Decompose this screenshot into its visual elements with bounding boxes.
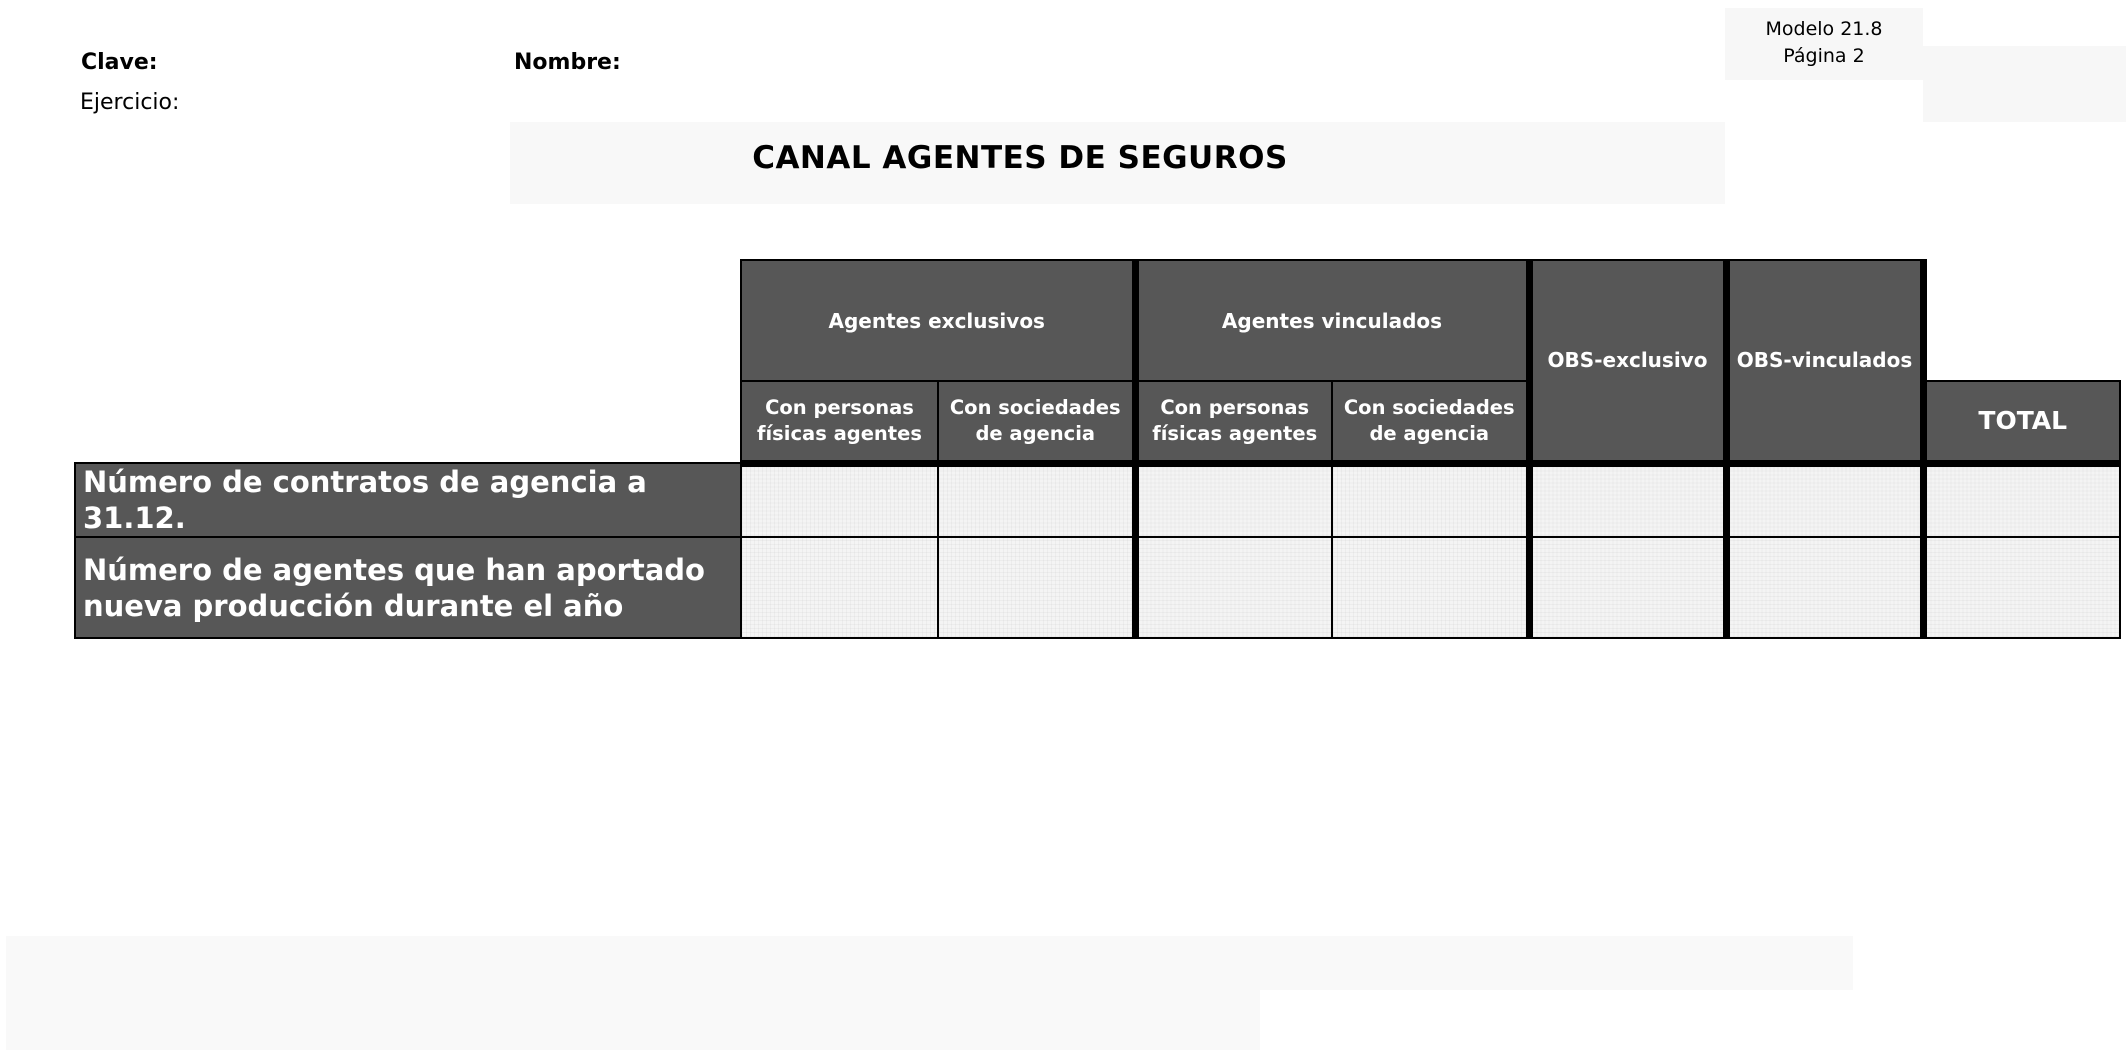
subheader-vinculados-personas: Con personas físicas agentes <box>1135 381 1332 463</box>
subheader-exclusivos-personas: Con personas físicas agentes <box>741 381 938 463</box>
row-label-agentes-produccion: Número de agentes que han aportado nueva producción durante el año <box>75 537 741 638</box>
cell-contratos-obs-vinculados[interactable] <box>1726 463 1923 537</box>
header-agentes-exclusivos: Agentes exclusivos <box>741 260 1135 381</box>
row-label-contratos: Número de contratos de agencia a 31.12. <box>75 463 741 537</box>
ejercicio-label: Ejercicio: <box>80 90 180 115</box>
modelo-number: Modelo 21.8 <box>1765 18 1883 40</box>
header-agentes-vinculados: Agentes vinculados <box>1135 260 1529 381</box>
cell-contratos-exclusivos-personas[interactable] <box>741 463 938 537</box>
header-obs-vinculados: OBS-vinculados <box>1726 260 1923 463</box>
header-obs-exclusivo: OBS-exclusivo <box>1529 260 1726 463</box>
total-spacer <box>1923 260 2120 381</box>
cell-produccion-exclusivos-personas[interactable] <box>741 537 938 638</box>
modelo-box-extension <box>1923 46 2126 122</box>
cell-produccion-obs-exclusivo[interactable] <box>1529 537 1726 638</box>
header-total: TOTAL <box>1923 381 2120 463</box>
page-title: CANAL AGENTES DE SEGUROS <box>752 140 1288 176</box>
cell-produccion-exclusivos-sociedades[interactable] <box>938 537 1135 638</box>
cell-contratos-obs-exclusivo[interactable] <box>1529 463 1726 537</box>
cell-produccion-total[interactable] <box>1923 537 2120 638</box>
subheader-vinculados-sociedades: Con sociedades de agencia <box>1332 381 1529 463</box>
footer-band-lower <box>6 990 1260 1050</box>
clave-label: Clave: <box>81 50 158 75</box>
cell-contratos-total[interactable] <box>1923 463 2120 537</box>
nombre-label: Nombre: <box>514 50 621 75</box>
table-corner <box>75 260 741 463</box>
page-number: Página 2 <box>1783 45 1865 67</box>
subheader-exclusivos-sociedades: Con sociedades de agencia <box>938 381 1135 463</box>
cell-produccion-vinculados-personas[interactable] <box>1135 537 1332 638</box>
cell-contratos-exclusivos-sociedades[interactable] <box>938 463 1135 537</box>
cell-contratos-vinculados-personas[interactable] <box>1135 463 1332 537</box>
cell-contratos-vinculados-sociedades[interactable] <box>1332 463 1529 537</box>
modelo-box <box>1725 8 1923 80</box>
cell-produccion-vinculados-sociedades[interactable] <box>1332 537 1529 638</box>
cell-produccion-obs-vinculados[interactable] <box>1726 537 1923 638</box>
agentes-table <box>74 259 2121 639</box>
footer-band <box>6 936 1853 990</box>
